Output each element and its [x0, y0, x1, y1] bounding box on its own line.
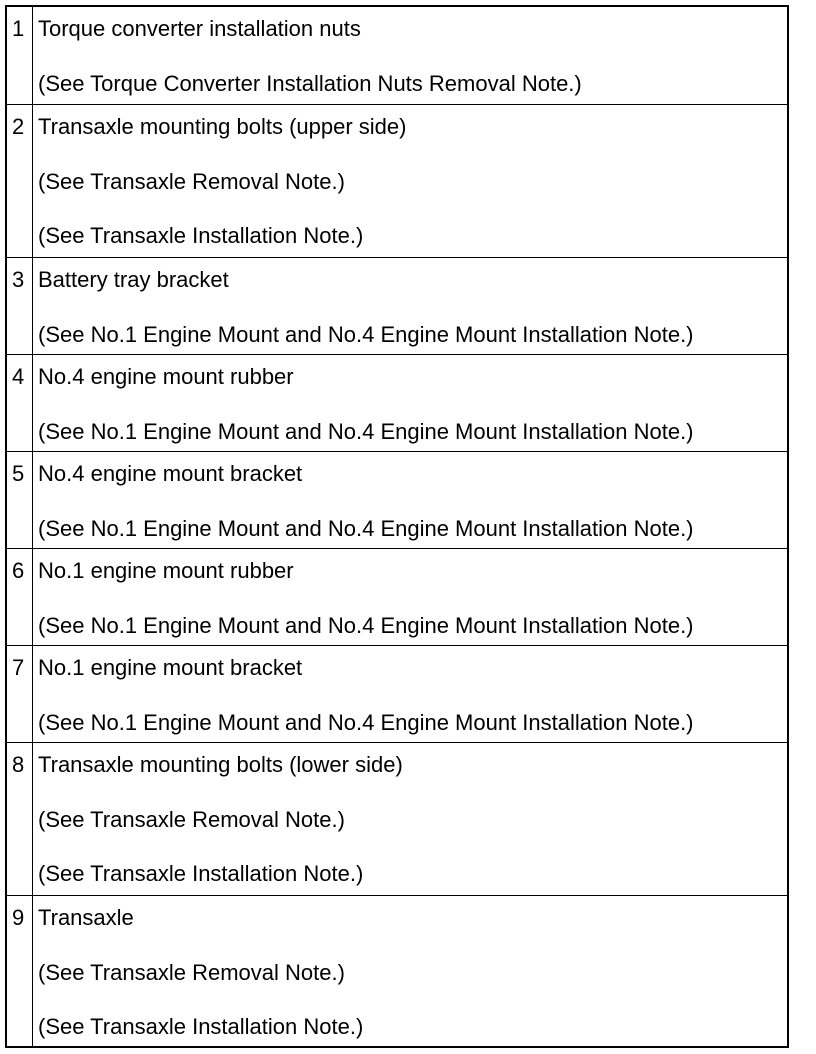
- table-row: [7, 355, 787, 452]
- row-description: [33, 646, 787, 742]
- part-name: No.4 engine mount rubber: [38, 364, 294, 389]
- part-name: Torque converter installation nuts: [38, 16, 361, 41]
- row-number: 4: [7, 355, 33, 451]
- table-row: [7, 646, 787, 743]
- row-number: 5: [7, 452, 33, 548]
- table-row: [7, 896, 787, 1046]
- row-number: 7: [7, 646, 33, 742]
- row-number: 9: [7, 896, 33, 1046]
- reference-note: (See No.1 Engine Mount and No.4 Engine Mount Installation Note.): [38, 418, 694, 444]
- part-name: Transaxle: [38, 905, 134, 930]
- reference-note: (See No.1 Engine Mount and No.4 Engine Mount Installation Note.): [38, 515, 694, 541]
- row-number: 6: [7, 549, 33, 645]
- part-name: Transaxle mounting bolts (lower side): [38, 752, 403, 777]
- table-row: [7, 105, 787, 258]
- row-number: 3: [7, 258, 33, 354]
- part-name: No.1 engine mount bracket: [38, 655, 303, 680]
- row-number: 2: [7, 105, 33, 257]
- reference-note: (See No.1 Engine Mount and No.4 Engine Mount Installation Note.): [38, 321, 694, 347]
- row-number: 1: [7, 7, 33, 104]
- row-description: [33, 452, 787, 548]
- part-name: Transaxle mounting bolts (upper side): [38, 114, 407, 139]
- row-description: [33, 105, 787, 257]
- reference-note: (See Transaxle Removal Note.): [38, 959, 345, 985]
- reference-note: (See Transaxle Installation Note.): [38, 861, 364, 886]
- reference-note: (See Transaxle Installation Note.): [38, 1014, 364, 1039]
- table-row: [7, 258, 787, 355]
- table-row: [7, 743, 787, 896]
- row-description: [33, 258, 787, 354]
- part-name: Battery tray bracket: [38, 267, 229, 292]
- row-description: [33, 355, 787, 451]
- reference-note: (See Transaxle Removal Note.): [38, 168, 345, 194]
- table-row: [7, 7, 787, 105]
- row-description: [33, 549, 787, 645]
- reference-note: (See No.1 Engine Mount and No.4 Engine Mount Installation Note.): [38, 612, 694, 638]
- row-description: [33, 743, 787, 895]
- parts-table: [5, 5, 789, 1048]
- part-name: No.4 engine mount bracket: [38, 461, 303, 486]
- reference-note: (See No.1 Engine Mount and No.4 Engine Mount Installation Note.): [38, 709, 694, 735]
- reference-note: (See Transaxle Removal Note.): [38, 806, 345, 832]
- table-row: [7, 452, 787, 549]
- table-row: [7, 549, 787, 646]
- row-number: 8: [7, 743, 33, 895]
- reference-note: (See Transaxle Installation Note.): [38, 223, 364, 248]
- part-name: No.1 engine mount rubber: [38, 558, 294, 583]
- row-description: [33, 7, 787, 104]
- reference-note: (See Torque Converter Installation Nuts Removal Note.): [38, 70, 582, 96]
- row-description: [33, 896, 787, 1046]
